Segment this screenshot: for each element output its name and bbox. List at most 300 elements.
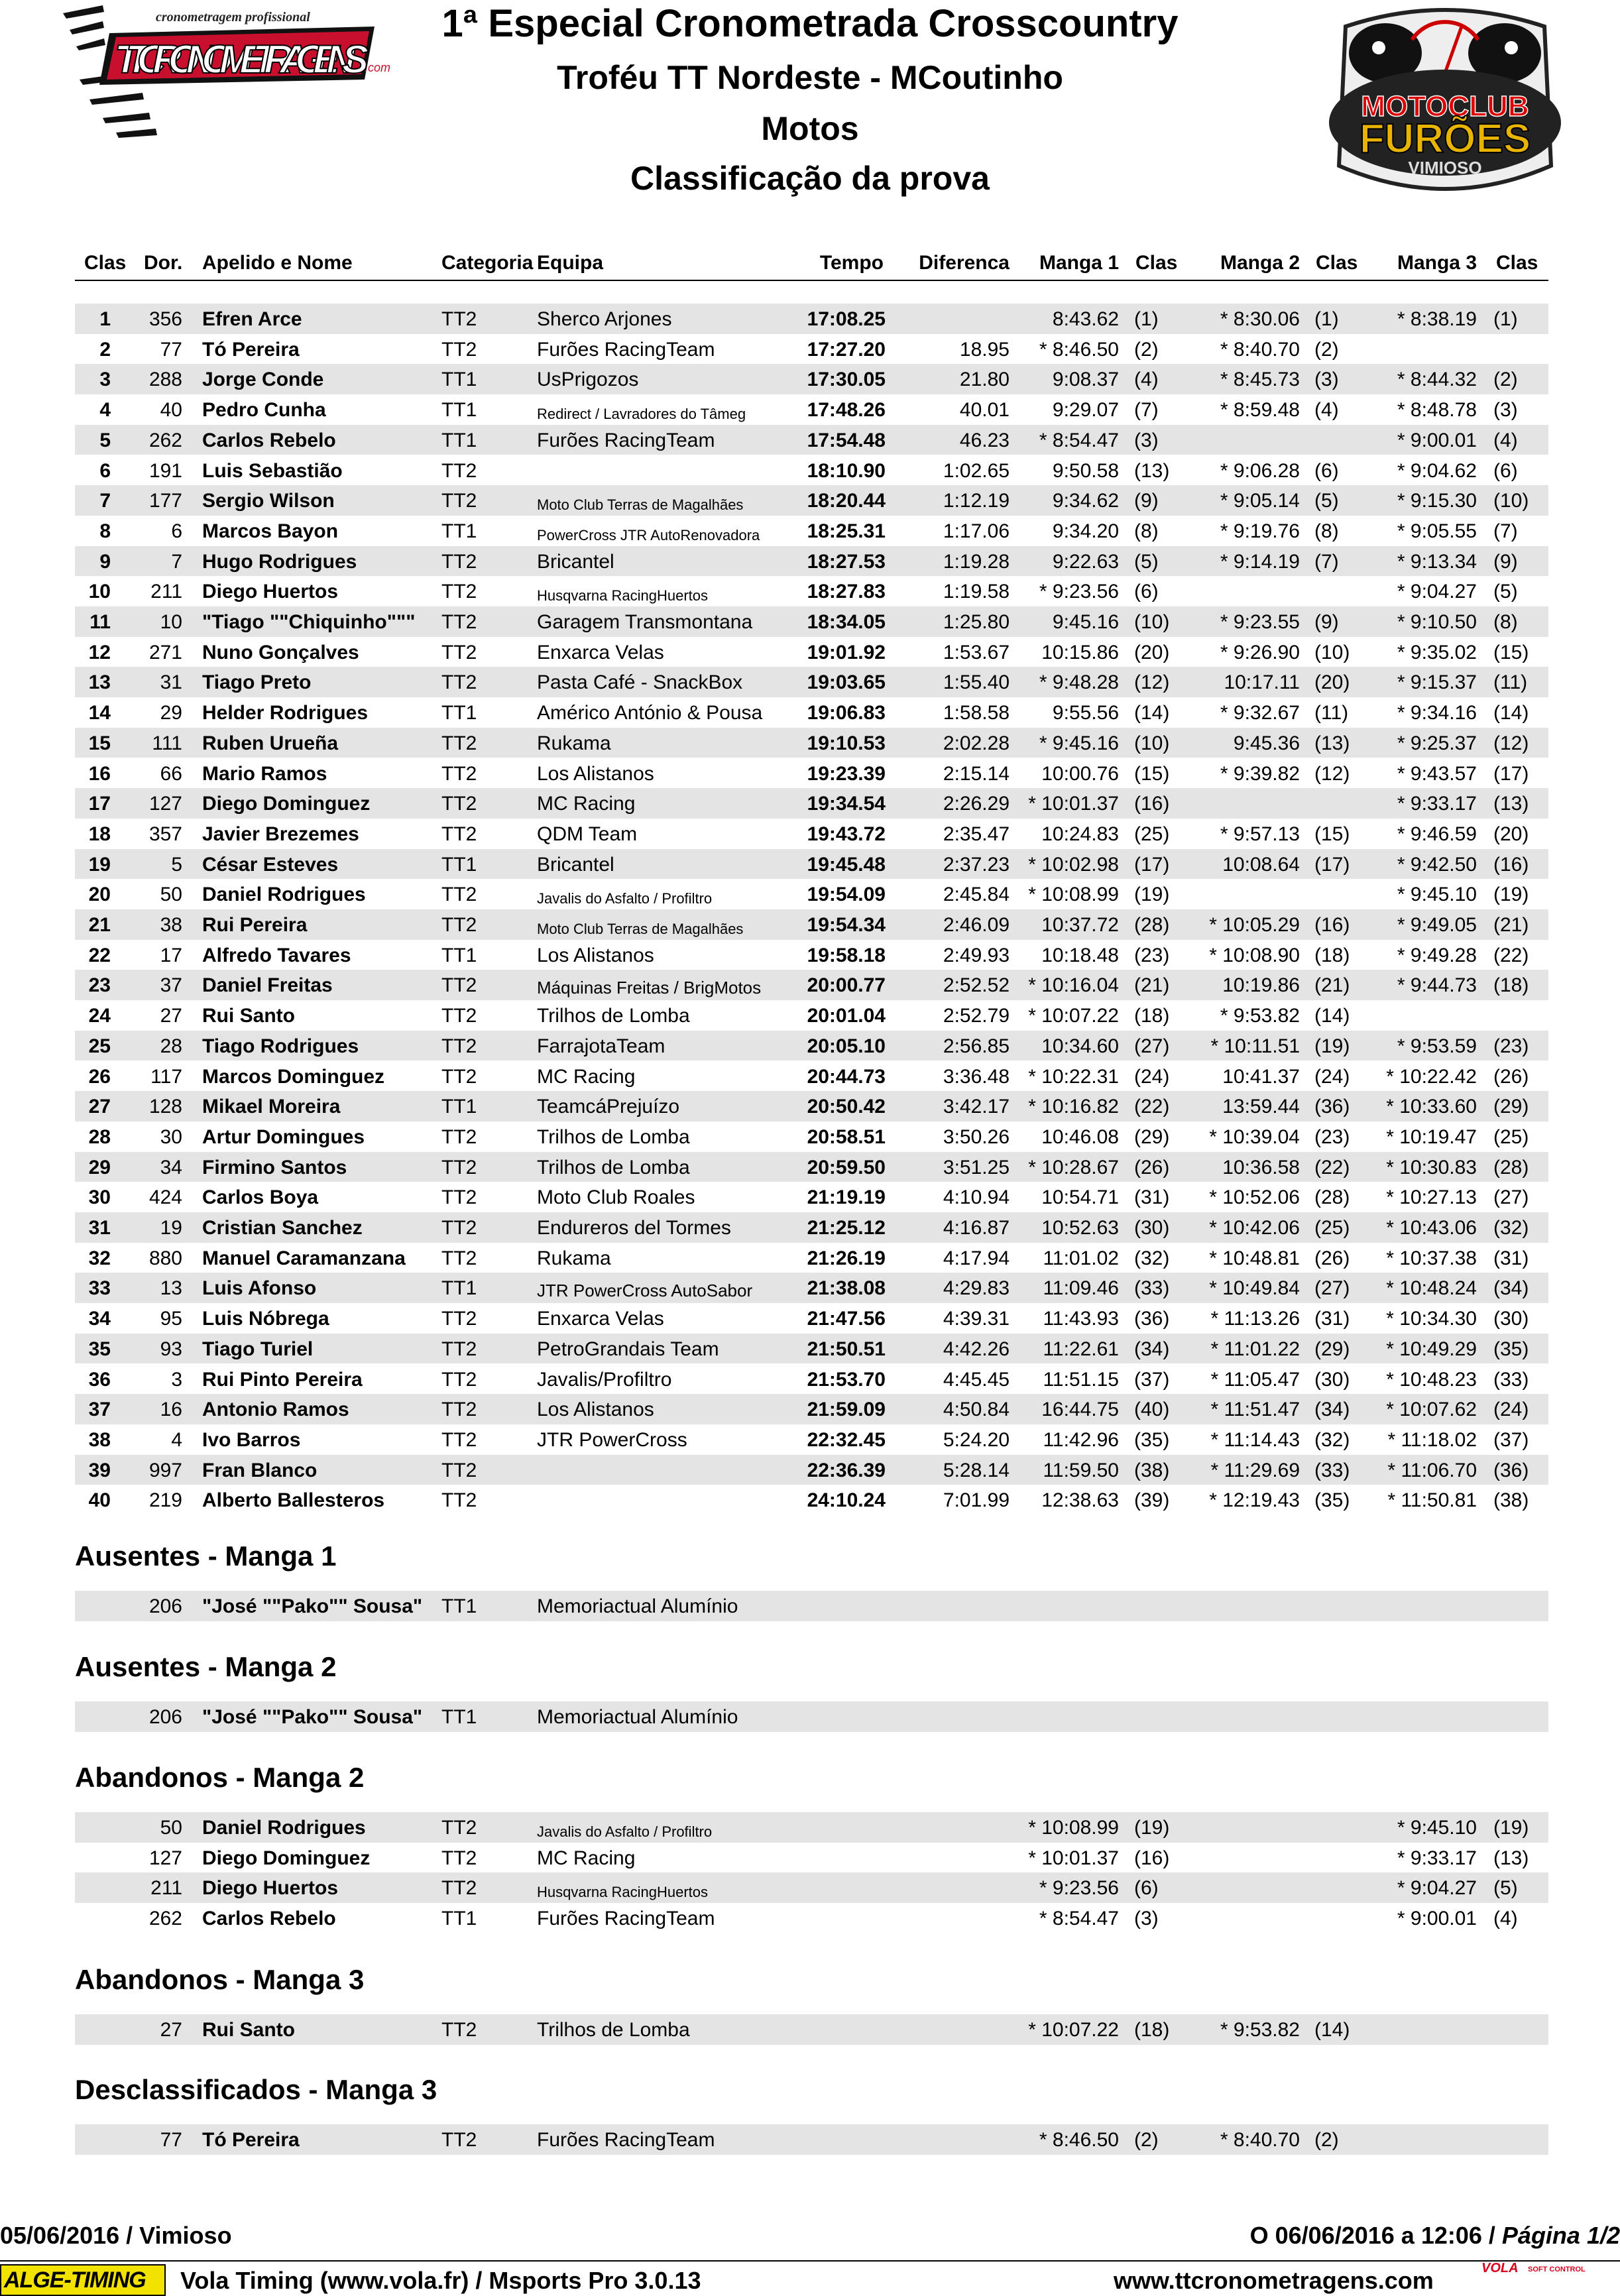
cell-equipa: JTR PowerCross bbox=[537, 1428, 687, 1451]
cell-tempo: 20:01.04 bbox=[807, 1005, 886, 1027]
cell-m3: * 10:43.06 bbox=[1386, 1217, 1477, 1239]
cell-dor: 880 bbox=[148, 1247, 182, 1269]
cell-cat: TT2 bbox=[441, 550, 477, 573]
cell-clas: 3 bbox=[99, 369, 111, 391]
cell-cat: TT1 bbox=[441, 1096, 477, 1118]
cell-m2: * 8:30.06 bbox=[1220, 308, 1300, 330]
cell-c3: (11) bbox=[1493, 671, 1528, 694]
col-category: Categoria bbox=[441, 252, 534, 274]
cell-m3: * 9:00.01 bbox=[1397, 1908, 1477, 1930]
svg-text:SOFT CONTROL: SOFT CONTROL bbox=[1528, 2266, 1586, 2273]
cell-m1: * 10:28.67 bbox=[1028, 1156, 1119, 1178]
cell-c1: (17) bbox=[1134, 853, 1170, 876]
cell-clas: 18 bbox=[88, 823, 111, 845]
cell-dor: 13 bbox=[160, 1277, 182, 1300]
cell-c2: (13) bbox=[1314, 732, 1350, 754]
cell-cat: TT2 bbox=[441, 1877, 477, 1900]
page-header bbox=[0, 0, 1620, 219]
cell-c2: (27) bbox=[1314, 1277, 1350, 1300]
cell-tempo: 20:58.51 bbox=[807, 1125, 886, 1148]
cell-clas: 30 bbox=[88, 1186, 111, 1209]
cell-dif: 2:15.14 bbox=[943, 762, 1010, 785]
cell-equipa: Los Alistanos bbox=[537, 1399, 654, 1421]
cell-c1: (10) bbox=[1134, 732, 1170, 754]
cell-c1: (23) bbox=[1134, 944, 1170, 966]
cell-c1: (9) bbox=[1134, 490, 1159, 512]
cell-dif: 1:19.58 bbox=[943, 581, 1010, 603]
cell-c1: (30) bbox=[1134, 1217, 1170, 1239]
cell-c3: (17) bbox=[1493, 762, 1529, 785]
cell-c2: (22) bbox=[1314, 1156, 1350, 1178]
cell-c2: (2) bbox=[1314, 2129, 1339, 2151]
cell-cat: TT1 bbox=[441, 944, 477, 966]
cell-dor: 4 bbox=[171, 1428, 182, 1451]
cell-equipa: Moto Club Terras de Magalhães bbox=[537, 496, 744, 514]
cell-c1: (28) bbox=[1134, 914, 1170, 936]
cell-c2: (24) bbox=[1314, 1065, 1350, 1088]
cell-clas: 36 bbox=[88, 1368, 111, 1391]
table-row bbox=[75, 576, 1548, 606]
table-row bbox=[75, 1152, 1548, 1182]
cell-cat: TT2 bbox=[441, 1428, 477, 1451]
cell-cat: TT1 bbox=[441, 1595, 477, 1617]
cell-dor: 262 bbox=[148, 1908, 182, 1930]
cell-m1: * 8:46.50 bbox=[1039, 2129, 1119, 2151]
table-row bbox=[75, 394, 1548, 425]
cell-cat: TT2 bbox=[441, 1065, 477, 1088]
cell-dor: 3 bbox=[171, 1368, 182, 1391]
table-row bbox=[75, 1182, 1548, 1212]
table-row bbox=[75, 2014, 1548, 2045]
table-row bbox=[75, 1591, 1548, 1621]
cell-tempo: 19:06.83 bbox=[807, 702, 886, 724]
cell-tempo: 21:59.09 bbox=[807, 1399, 886, 1421]
table-row bbox=[75, 425, 1548, 455]
cell-m2: * 9:53.82 bbox=[1220, 1005, 1300, 1027]
cell-nome: César Esteves bbox=[202, 853, 339, 876]
cell-tempo: 18:34.05 bbox=[807, 611, 886, 633]
cell-c1: (26) bbox=[1134, 1156, 1170, 1178]
cell-c2: (14) bbox=[1314, 1005, 1350, 1027]
cell-dor: 95 bbox=[160, 1308, 182, 1330]
cell-clas: 2 bbox=[99, 338, 111, 361]
cell-m2: * 10:49.84 bbox=[1209, 1277, 1300, 1300]
cell-equipa: Furões RacingTeam bbox=[537, 338, 715, 361]
cell-tempo: 21:26.19 bbox=[807, 1247, 886, 1269]
cell-equipa: Pasta Café - SnackBox bbox=[537, 671, 743, 694]
col-manga3: Manga 3 bbox=[1397, 252, 1477, 274]
cell-c2: (11) bbox=[1314, 702, 1349, 724]
cell-equipa: Husqvarna RacingHuertos bbox=[537, 587, 709, 604]
cell-m1: * 10:01.37 bbox=[1028, 793, 1119, 815]
cell-cat: TT2 bbox=[441, 641, 477, 663]
cell-clas: 37 bbox=[88, 1399, 111, 1421]
cell-m3: * 10:48.23 bbox=[1386, 1368, 1477, 1391]
cell-m1: * 8:54.47 bbox=[1039, 1908, 1119, 1930]
cell-nome: Diego Dominguez bbox=[202, 793, 371, 815]
cell-tempo: 19:34.54 bbox=[807, 793, 886, 815]
cell-clas: 11 bbox=[89, 611, 111, 633]
cell-cat: TT2 bbox=[441, 581, 477, 603]
cell-equipa: Javalis do Asfalto / Profiltro bbox=[537, 890, 713, 907]
cell-clas: 33 bbox=[88, 1277, 111, 1300]
cell-c3: (14) bbox=[1493, 702, 1529, 724]
cell-m2: 13:59.44 bbox=[1222, 1096, 1300, 1118]
cell-m2: 10:41.37 bbox=[1222, 1065, 1300, 1088]
cell-m3: * 10:22.42 bbox=[1386, 1065, 1477, 1088]
table-row bbox=[75, 485, 1548, 516]
cell-nome: Daniel Freitas bbox=[202, 974, 333, 997]
cell-c2: (8) bbox=[1314, 520, 1339, 542]
cell-dor: 6 bbox=[171, 520, 182, 542]
cell-tempo: 17:30.05 bbox=[807, 369, 886, 391]
cell-m1: * 10:16.04 bbox=[1028, 974, 1119, 997]
cell-m3: * 10:49.29 bbox=[1386, 1338, 1477, 1360]
col-diff: Diferenca bbox=[919, 252, 1010, 274]
cell-c1: (32) bbox=[1134, 1247, 1170, 1269]
table-row bbox=[75, 1091, 1548, 1121]
cell-m1: 9:55.56 bbox=[1052, 702, 1119, 724]
col-clas3: Clas bbox=[1496, 252, 1538, 274]
cell-nome: Daniel Rodrigues bbox=[202, 1817, 366, 1839]
cell-c1: (27) bbox=[1134, 1035, 1170, 1057]
section-title: Ausentes - Manga 2 bbox=[75, 1651, 337, 1682]
cell-equipa: Javalis/Profiltro bbox=[537, 1368, 672, 1391]
cell-cat: TT2 bbox=[441, 884, 477, 906]
cell-dor: 30 bbox=[160, 1125, 182, 1148]
col-clas: Clas bbox=[84, 252, 127, 274]
cell-m3: * 9:15.37 bbox=[1397, 671, 1477, 694]
cell-dor: 37 bbox=[160, 974, 182, 997]
cell-cat: TT2 bbox=[441, 2019, 477, 2041]
table-row bbox=[75, 516, 1548, 546]
cell-tempo: 19:23.39 bbox=[807, 762, 886, 785]
cell-clas: 9 bbox=[99, 550, 111, 573]
cell-dor: 93 bbox=[160, 1338, 182, 1360]
cell-m3: * 9:04.27 bbox=[1397, 1877, 1477, 1900]
cell-dor: 38 bbox=[160, 914, 182, 936]
cell-c2: (12) bbox=[1314, 762, 1350, 785]
cell-clas: 28 bbox=[88, 1125, 111, 1148]
cell-c3: (30) bbox=[1493, 1308, 1529, 1330]
cell-dor: 288 bbox=[148, 369, 182, 391]
cell-c1: (13) bbox=[1134, 459, 1170, 482]
cell-m1: 10:52.63 bbox=[1041, 1217, 1119, 1239]
cell-clas: 29 bbox=[88, 1156, 111, 1178]
cell-c3: (18) bbox=[1493, 974, 1529, 997]
cell-dor: 34 bbox=[160, 1156, 182, 1178]
cell-m1: * 9:48.28 bbox=[1039, 671, 1119, 694]
cell-clas: 6 bbox=[99, 459, 111, 482]
website-link[interactable]: www.ttcronometragens.com bbox=[1114, 2267, 1434, 2294]
cell-c1: (1) bbox=[1134, 308, 1159, 330]
cell-c1: (37) bbox=[1134, 1368, 1170, 1391]
cell-dif: 4:17.94 bbox=[943, 1247, 1010, 1269]
cell-nome: Mikael Moreira bbox=[202, 1096, 341, 1118]
cell-tempo: 22:32.45 bbox=[807, 1428, 886, 1451]
cell-dor: 191 bbox=[148, 459, 182, 482]
svg-text:.com: .com bbox=[365, 61, 391, 74]
cell-equipa: Américo António & Pousa bbox=[537, 702, 763, 724]
cell-tempo: 20:05.10 bbox=[807, 1035, 886, 1057]
cell-cat: TT1 bbox=[441, 1277, 477, 1300]
cell-clas: 31 bbox=[88, 1217, 111, 1239]
cell-dif: 2:46.09 bbox=[943, 914, 1010, 936]
table-row bbox=[75, 1701, 1548, 1732]
cell-c1: (21) bbox=[1134, 974, 1170, 997]
cell-c3: (35) bbox=[1493, 1338, 1529, 1360]
table-row bbox=[75, 970, 1548, 1000]
cell-c3: (5) bbox=[1493, 1877, 1518, 1900]
table-row bbox=[75, 1903, 1548, 1933]
cell-tempo: 17:54.48 bbox=[807, 429, 886, 451]
cell-c1: (14) bbox=[1134, 702, 1170, 724]
cell-dor: 211 bbox=[150, 581, 182, 603]
cell-m2: * 9:06.28 bbox=[1220, 459, 1300, 482]
cell-m3: * 10:37.38 bbox=[1386, 1247, 1477, 1269]
cell-dor: 50 bbox=[160, 1817, 182, 1839]
cell-c2: (34) bbox=[1314, 1399, 1350, 1421]
cell-tempo: 17:48.26 bbox=[807, 399, 886, 422]
cell-equipa: Trilhos de Lomba bbox=[537, 1125, 690, 1148]
cell-equipa: Memoriactual Alumínio bbox=[537, 1706, 738, 1728]
cell-m3: * 10:33.60 bbox=[1386, 1096, 1477, 1118]
cell-nome: Luis Afonso bbox=[202, 1277, 317, 1300]
cell-cat: TT2 bbox=[441, 732, 477, 754]
cell-tempo: 19:54.09 bbox=[807, 884, 886, 906]
cell-m2: * 10:52.06 bbox=[1209, 1186, 1300, 1209]
cell-cat: TT2 bbox=[441, 1247, 477, 1269]
cell-m1: 8:43.62 bbox=[1052, 308, 1119, 330]
cell-m1: * 10:01.37 bbox=[1028, 1847, 1119, 1869]
cell-tempo: 20:44.73 bbox=[807, 1065, 886, 1088]
cell-clas: 26 bbox=[88, 1065, 111, 1088]
cell-clas: 22 bbox=[88, 944, 111, 966]
cell-nome: Marcos Dominguez bbox=[202, 1065, 385, 1088]
cell-dor: 66 bbox=[160, 762, 182, 785]
cell-cat: TT2 bbox=[441, 1459, 477, 1481]
cell-nome: Javier Brezemes bbox=[202, 823, 359, 845]
cell-m1: 11:59.50 bbox=[1043, 1459, 1119, 1481]
table-row bbox=[75, 1812, 1548, 1843]
motoclub-furoes-logo bbox=[1319, 0, 1571, 199]
cell-dif: 2:35.47 bbox=[943, 823, 1010, 845]
cell-clas: 4 bbox=[99, 399, 111, 422]
cell-c1: (35) bbox=[1134, 1428, 1170, 1451]
printed-timestamp: O 06/06/2016 a 12:06 / bbox=[1249, 2222, 1502, 2249]
cell-m3: * 8:48.78 bbox=[1397, 399, 1477, 422]
table-row bbox=[75, 546, 1548, 577]
cell-m2: * 8:40.70 bbox=[1220, 338, 1300, 361]
cell-tempo: 20:59.50 bbox=[807, 1156, 886, 1178]
cell-m2: * 10:48.81 bbox=[1209, 1247, 1300, 1269]
cell-dif: 3:36.48 bbox=[943, 1065, 1010, 1088]
cell-nome: Diego Dominguez bbox=[202, 1847, 371, 1869]
cell-dif: 1:58.58 bbox=[943, 702, 1010, 724]
cell-c2: (4) bbox=[1314, 399, 1339, 422]
cell-nome: "José ""Pako"" Sousa" bbox=[202, 1595, 423, 1617]
cell-equipa: Los Alistanos bbox=[537, 944, 654, 966]
cell-m3: * 8:38.19 bbox=[1397, 308, 1477, 330]
cell-m1: 9:34.20 bbox=[1052, 520, 1119, 542]
cell-dor: 31 bbox=[160, 671, 182, 694]
cell-c2: (36) bbox=[1314, 1096, 1350, 1118]
cell-dif: 1:19.28 bbox=[943, 550, 1010, 573]
cell-c2: (6) bbox=[1314, 459, 1339, 482]
cell-tempo: 21:19.19 bbox=[807, 1186, 886, 1209]
cell-equipa: Bricantel bbox=[537, 550, 614, 573]
table-row bbox=[75, 1212, 1548, 1243]
cell-c1: (24) bbox=[1134, 1065, 1170, 1088]
category-title: Motos bbox=[761, 110, 859, 147]
cell-equipa: PowerCross JTR AutoRenovadora bbox=[537, 526, 760, 544]
cell-cat: TT1 bbox=[441, 429, 477, 451]
cell-nome: Jorge Conde bbox=[202, 369, 324, 391]
cell-tempo: 19:54.34 bbox=[807, 914, 886, 936]
cell-c3: (12) bbox=[1493, 732, 1529, 754]
cell-c2: (2) bbox=[1314, 338, 1339, 361]
cell-m3: * 9:44.73 bbox=[1397, 974, 1477, 997]
cell-c2: (30) bbox=[1314, 1368, 1350, 1391]
cell-clas: 20 bbox=[88, 884, 111, 906]
cell-m2: * 9:39.82 bbox=[1220, 762, 1300, 785]
cell-clas: 25 bbox=[88, 1035, 111, 1057]
cell-m3: * 8:44.32 bbox=[1397, 369, 1477, 391]
cell-nome: Fran Blanco bbox=[202, 1459, 318, 1481]
cell-clas: 39 bbox=[88, 1459, 111, 1481]
cell-dif: 2:52.79 bbox=[943, 1005, 1010, 1027]
cell-dif: 2:56.85 bbox=[943, 1035, 1010, 1057]
section-title: Abandonos - Manga 3 bbox=[75, 1964, 365, 1995]
cell-dor: 7 bbox=[171, 550, 182, 573]
cell-cat: TT2 bbox=[441, 762, 477, 785]
cell-m3: * 10:48.24 bbox=[1386, 1277, 1477, 1300]
cell-equipa: Trilhos de Lomba bbox=[537, 2019, 690, 2041]
cell-nome: Diego Huertos bbox=[202, 581, 339, 603]
cell-dif: 1:53.67 bbox=[943, 641, 1010, 663]
cell-nome: "José ""Pako"" Sousa" bbox=[202, 1706, 423, 1728]
cell-c1: (3) bbox=[1134, 429, 1159, 451]
col-name: Apelido e Nome bbox=[202, 252, 353, 274]
cell-c3: (34) bbox=[1493, 1277, 1529, 1300]
cell-m2: * 8:45.73 bbox=[1220, 369, 1300, 391]
cell-clas: 24 bbox=[88, 1005, 111, 1027]
table-row bbox=[75, 728, 1548, 758]
cell-m1: * 10:07.22 bbox=[1028, 1005, 1119, 1027]
cell-nome: Efren Arce bbox=[202, 308, 302, 330]
cell-cat: TT1 bbox=[441, 1908, 477, 1930]
cell-c1: (8) bbox=[1134, 520, 1159, 542]
cell-tempo: 21:47.56 bbox=[807, 1308, 886, 1330]
cell-m3: * 9:04.62 bbox=[1397, 459, 1477, 482]
cell-m2: * 10:11.51 bbox=[1210, 1035, 1300, 1057]
table-row bbox=[75, 304, 1548, 334]
cell-cat: TT2 bbox=[441, 459, 477, 482]
cell-c3: (19) bbox=[1493, 884, 1529, 906]
cell-clas: 1 bbox=[99, 308, 111, 330]
cell-tempo: 24:10.24 bbox=[807, 1489, 886, 1512]
svg-text:VOLA: VOLA bbox=[1481, 2261, 1519, 2275]
page-number: Página 1/2 bbox=[1501, 2222, 1620, 2249]
cell-m2: * 11:01.22 bbox=[1210, 1338, 1300, 1360]
cell-m2: * 8:59.48 bbox=[1220, 399, 1300, 422]
results-table-header bbox=[75, 247, 1548, 281]
cell-cat: TT2 bbox=[441, 1125, 477, 1148]
cell-equipa: JTR PowerCross AutoSabor bbox=[537, 1281, 753, 1301]
cell-c2: (35) bbox=[1314, 1489, 1350, 1512]
cell-m3: * 9:53.59 bbox=[1397, 1035, 1477, 1057]
cell-cat: TT2 bbox=[441, 671, 477, 694]
cell-m3: * 11:06.70 bbox=[1387, 1459, 1477, 1481]
table-row bbox=[75, 819, 1548, 849]
cell-m3: * 9:10.50 bbox=[1397, 611, 1477, 633]
svg-text:TTCRONOMETRAGENS: TTCRONOMETRAGENS bbox=[115, 37, 367, 82]
footer-print-info bbox=[1250, 2222, 1620, 2250]
cell-nome: Daniel Rodrigues bbox=[202, 884, 366, 906]
cell-nome: Manuel Caramanzana bbox=[202, 1247, 406, 1269]
cell-equipa: Furões RacingTeam bbox=[537, 1908, 715, 1930]
cell-m1: 10:34.60 bbox=[1041, 1035, 1119, 1057]
cell-m1: 10:46.08 bbox=[1041, 1125, 1119, 1148]
cell-nome: Rui Santo bbox=[202, 2019, 295, 2041]
cell-m3: * 9:33.17 bbox=[1397, 1847, 1477, 1869]
cell-m2: * 9:23.55 bbox=[1220, 611, 1300, 633]
cell-m3: * 10:19.47 bbox=[1386, 1125, 1477, 1148]
cell-equipa: Trilhos de Lomba bbox=[537, 1005, 690, 1027]
cell-equipa: Moto Club Terras de Magalhães bbox=[537, 921, 744, 937]
cell-cat: TT2 bbox=[441, 1005, 477, 1027]
cell-cat: TT2 bbox=[441, 1399, 477, 1421]
cell-c3: (19) bbox=[1493, 1817, 1529, 1839]
cell-c2: (31) bbox=[1314, 1308, 1350, 1330]
cell-clas: 13 bbox=[88, 671, 111, 694]
cell-equipa: Máquinas Freitas / BrigMotos bbox=[537, 978, 762, 998]
cell-dif: 7:01.99 bbox=[943, 1489, 1010, 1512]
cell-c1: (38) bbox=[1134, 1459, 1170, 1481]
cell-c3: (4) bbox=[1493, 429, 1518, 451]
table-row bbox=[75, 758, 1548, 789]
cell-tempo: 18:20.44 bbox=[807, 490, 886, 512]
cell-nome: Artur Domingues bbox=[202, 1125, 365, 1148]
cell-m1: * 10:08.99 bbox=[1028, 1817, 1119, 1839]
section-title: Ausentes - Manga 1 bbox=[75, 1540, 337, 1572]
cell-equipa: QDM Team bbox=[537, 823, 638, 845]
cell-m1: 10:00.76 bbox=[1041, 762, 1119, 785]
cell-m3: * 9:05.55 bbox=[1397, 520, 1477, 542]
cell-c3: (6) bbox=[1493, 459, 1518, 482]
cell-equipa: Javalis do Asfalto / Profiltro bbox=[537, 1823, 713, 1840]
cell-dor: 77 bbox=[160, 338, 182, 361]
cell-dor: 40 bbox=[160, 399, 182, 422]
table-row bbox=[75, 1455, 1548, 1485]
cell-c2: (20) bbox=[1314, 671, 1350, 694]
table-row bbox=[75, 1872, 1548, 1903]
cell-c3: (4) bbox=[1493, 1908, 1518, 1930]
cell-c3: (10) bbox=[1493, 490, 1529, 512]
table-row bbox=[75, 667, 1548, 697]
cell-c2: (33) bbox=[1314, 1459, 1350, 1481]
cell-m3: * 9:25.37 bbox=[1397, 732, 1477, 754]
cell-nome: Ivo Barros bbox=[202, 1428, 301, 1451]
cell-c1: (34) bbox=[1134, 1338, 1170, 1360]
cell-equipa: Memoriactual Alumínio bbox=[537, 1595, 738, 1617]
cell-dor: 357 bbox=[148, 823, 182, 845]
cell-m1: * 9:23.56 bbox=[1039, 1877, 1119, 1900]
cell-dif: 3:42.17 bbox=[943, 1096, 1010, 1118]
cell-c3: (15) bbox=[1493, 641, 1529, 663]
cell-c3: (1) bbox=[1493, 308, 1518, 330]
cell-equipa: UsPrigozos bbox=[537, 369, 639, 391]
